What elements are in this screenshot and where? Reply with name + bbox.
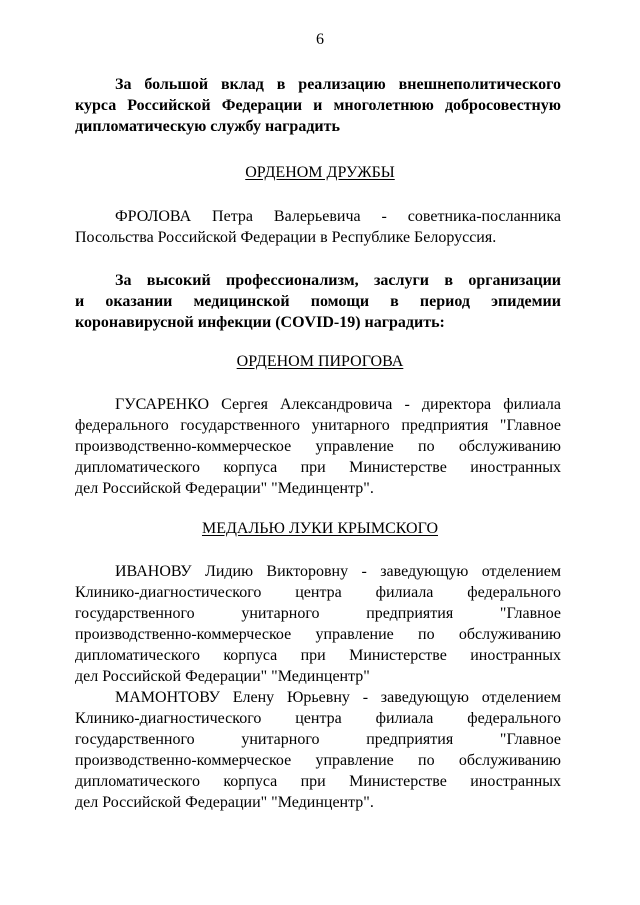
text-line: дипломатического корпуса при Министерстве иностранных bbox=[75, 773, 561, 790]
text-line: дел Российской Федерации" "Мединцентр". bbox=[75, 794, 374, 811]
award-reason-2 bbox=[75, 270, 561, 333]
award-heading-order-of-pirogov: ОРДЕНОМ ПИРОГОВА bbox=[236, 353, 404, 370]
text-line: дипломатическую службу наградить bbox=[75, 118, 340, 135]
award-reason-1 bbox=[75, 74, 561, 137]
text-line: курса Российской Федерации и многолетнюю добросовестную bbox=[75, 97, 561, 114]
text-line: коронавирусной инфекции (COVID-19) наградить: bbox=[75, 314, 445, 331]
text-line: Посольства Российской Федерации в Республике Белоруссия. bbox=[75, 229, 497, 246]
text-line: ГУСАРЕНКО Сергея Александровича - директора филиала bbox=[115, 396, 561, 413]
text-line: федерального государственного унитарного предприятия "Главное bbox=[75, 417, 561, 434]
text-line: дел Российской Федерации" "Мединцентр" bbox=[75, 668, 370, 685]
text-line: дипломатического корпуса при Министерстве иностранных bbox=[75, 647, 561, 664]
text-line: государственного унитарного предприятия "Главное bbox=[75, 731, 561, 748]
recipient-ivanova bbox=[75, 561, 561, 687]
text-line: За высокий профессионализм, заслуги в организации bbox=[115, 272, 561, 289]
text-line: производственно-коммерческое управление по обслуживанию bbox=[75, 752, 561, 769]
text-line: государственного унитарного предприятия "Главное bbox=[75, 605, 561, 622]
text-line: МАМОНТОВУ Елену Юрьевну - заведующую отделением bbox=[115, 689, 561, 706]
text-line: дипломатического корпуса при Министерстве иностранных bbox=[75, 459, 561, 476]
text-line: ИВАНОВУ Лидию Викторовну - заведующую отделением bbox=[115, 563, 561, 580]
text-line: За большой вклад в реализацию внешнеполитического bbox=[115, 76, 561, 93]
recipient-frolov bbox=[75, 206, 561, 248]
text-line: и оказании медицинской помощи в период эпидемии bbox=[75, 293, 561, 310]
text-line: Клинико-диагностического центра филиала федерального bbox=[75, 710, 561, 727]
award-heading-medal-luka-krymsky: МЕДАЛЬЮ ЛУКИ КРЫМСКОГО bbox=[201, 520, 438, 537]
text-line: производственно-коммерческое управление по обслуживанию bbox=[75, 438, 561, 455]
text-line: Клинико-диагностического центра филиала федерального bbox=[75, 584, 561, 601]
recipient-gusarenko bbox=[75, 394, 561, 499]
text-line: дел Российской Федерации" "Мединцентр". bbox=[75, 480, 374, 497]
page-number: 6 bbox=[316, 31, 324, 48]
text-line: производственно-коммерческое управление по обслуживанию bbox=[75, 626, 561, 643]
award-heading-order-of-friendship: ОРДЕНОМ ДРУЖБЫ bbox=[245, 164, 395, 181]
recipient-mamontova bbox=[75, 687, 561, 813]
text-line: ФРОЛОВА Петра Валерьевича - советника-посланника bbox=[115, 208, 561, 225]
